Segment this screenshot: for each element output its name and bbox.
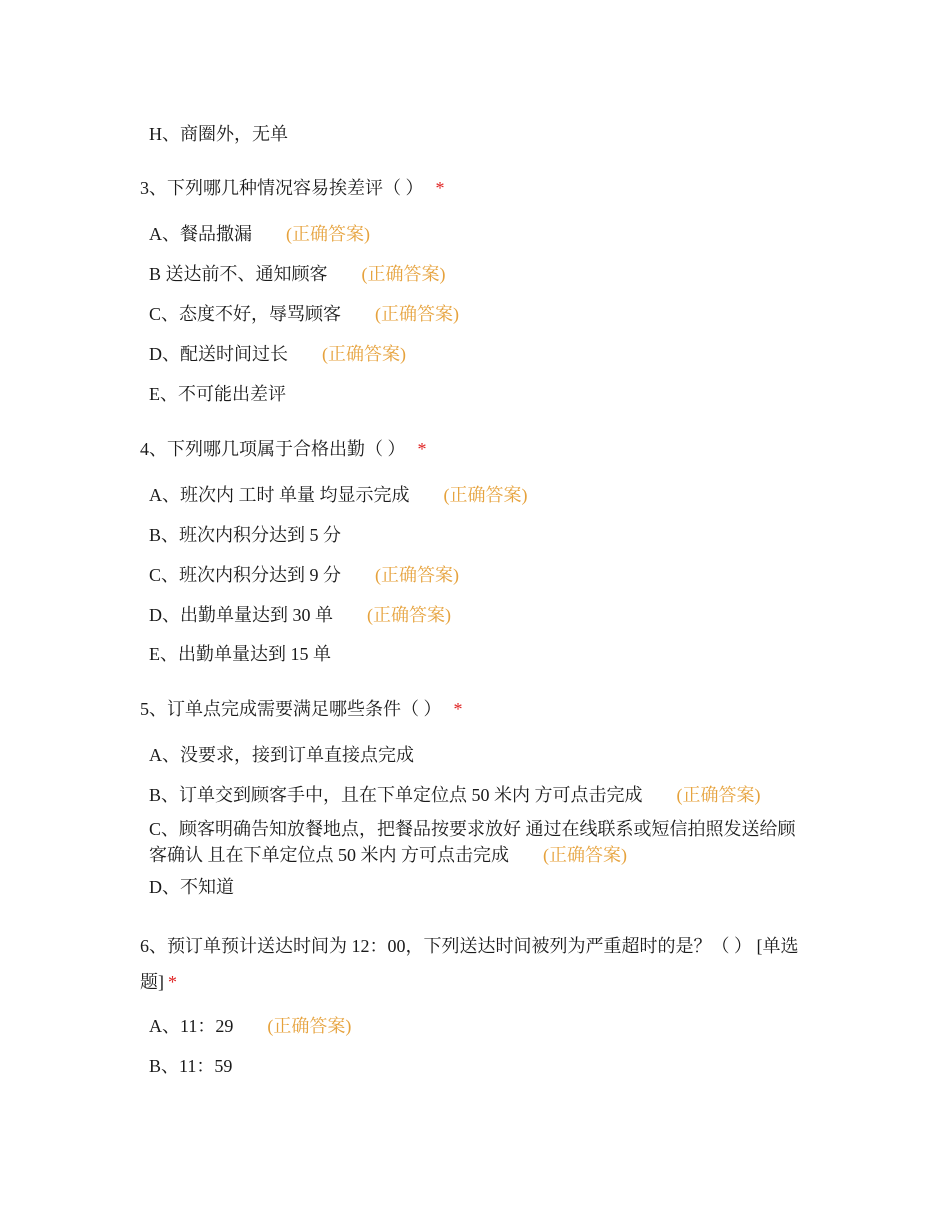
q4-option-b: B、班次内积分达到 5 分 [149, 525, 342, 545]
q5-option-b: B、订单交到顾客手中，且在下单定位点 50 米内 方可点击完成 (正确答案) [149, 785, 761, 805]
required-mark: * [168, 972, 177, 992]
question-5-title: 5、订单点完成需要满足哪些条件（ ） * [140, 699, 463, 719]
correct-answer-label: (正确答案) [367, 605, 451, 625]
q3-option-d: D、配送时间过长 (正确答案) [149, 344, 406, 364]
correct-answer-label: (正确答案) [286, 224, 370, 244]
q4-option-d: D、出勤单量达到 30 单 (正确答案) [149, 605, 451, 625]
correct-answer-label: (正确答案) [443, 485, 528, 505]
correct-answer-label: (正确答案) [267, 1016, 352, 1036]
correct-answer-label: (正确答案) [676, 785, 761, 805]
q4-option-c: C、班次内积分达到 9 分 (正确答案) [149, 565, 460, 585]
q4-option-a: A、班次内 工时 单量 均显示完成 (正确答案) [149, 485, 528, 505]
option-text: H、商圈外，无单 [149, 124, 288, 144]
correct-answer-label: (正确答案) [543, 845, 627, 865]
question-6-title: 6、预订单预计送达时间为 12：00，下列送达时间被列为严重超时的是？（ ） [单选题] * [140, 936, 799, 992]
required-mark: * [417, 439, 427, 459]
q3-option-c: C、态度不好，辱骂顾客 (正确答案) [149, 304, 460, 324]
correct-answer-label: (正确答案) [361, 264, 446, 284]
required-mark: * [435, 178, 445, 198]
correct-answer-label: (正确答案) [322, 344, 406, 364]
correct-answer-label: (正确答案) [375, 565, 460, 585]
q5-option-c: C、顾客明确告知放餐地点，把餐品按要求放好 通过在线联系或短信拍照发送给顾客确认 且在下单定位点 50 米内 方可点击完成 (正确答案) [149, 819, 796, 865]
correct-answer-label: (正确答案) [375, 304, 460, 324]
q6-option-b: B、11：59 [149, 1056, 233, 1076]
required-mark: * [453, 699, 463, 719]
question-3-title: 3、下列哪几种情况容易挨差评（ ） * [140, 178, 445, 198]
q3-option-a: A、餐品撒漏 (正确答案) [149, 224, 370, 244]
q4-option-e: E、出勤单量达到 15 单 [149, 644, 331, 664]
q3-option-e: E、不可能出差评 [149, 384, 286, 404]
question-4-title: 4、下列哪几项属于合格出勤（ ） * [140, 439, 427, 459]
q3-option-b: B 送达前不、通知顾客 (正确答案) [149, 264, 446, 284]
q6-option-a: A、11：29 (正确答案) [149, 1016, 352, 1036]
option-h [149, 122, 288, 146]
q5-option-a: A、没要求，接到订单直接点完成 [149, 745, 414, 765]
q5-option-d: D、不知道 [149, 877, 234, 897]
